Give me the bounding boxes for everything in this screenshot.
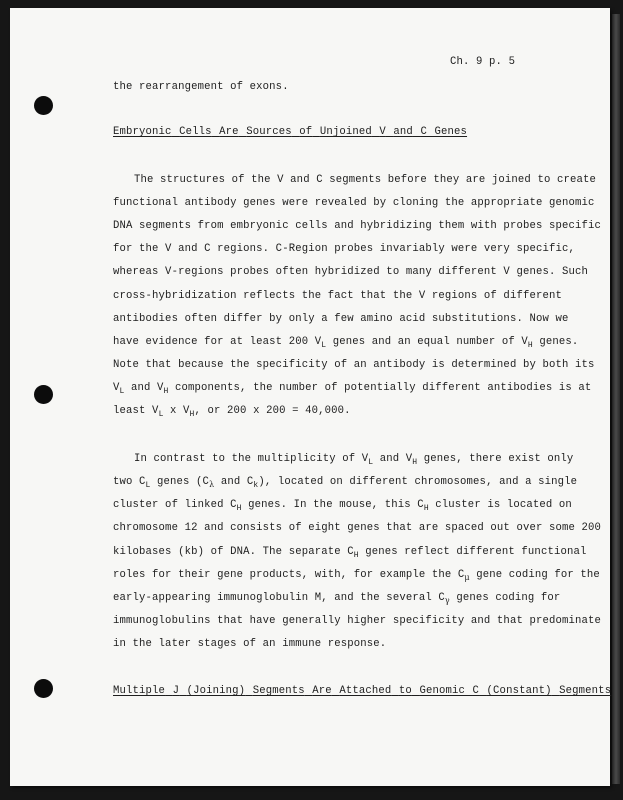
page-edge-strip [612, 14, 620, 784]
text-line: chromosome 12 and consists of eight genes that are spaced out over some 200 [113, 522, 602, 534]
text-line: DNA segments from embryonic cells and hybridizing them with probes specific [113, 220, 602, 232]
text-line: cluster of linked $C_H$ genes. In the mouse, this $C_H$ cluster is located on [113, 499, 572, 513]
text-line: cross-hybridization reflects the fact that the V regions of different [113, 290, 563, 302]
text-line: kilobases (kb) of DNA. The separate $C_H$ genes reflect different functional [113, 546, 587, 560]
text-line: whereas V-regions probes often hybridized to many different V genes. Such [113, 266, 589, 278]
text-line: the rearrangement of exons. [113, 81, 289, 93]
text-line: least $V_L$ x $V_H$, or 200 x 200 = 40,000. [113, 405, 351, 419]
text-line: early-appearing immunoglobulin M, and the several $C_\gamma$ genes coding for [113, 592, 561, 605]
punch-hole [34, 96, 53, 115]
section-heading: Embryonic Cells Are Sources of Unjoined V and C Genes [113, 126, 468, 138]
text-line: antibodies often differ by only a few amino acid substitutions. Now we [113, 313, 569, 325]
text-line: in the later stages of an immune response. [113, 638, 387, 650]
text-line: roles for their gene products, with, for example the $C_\mu$ gene coding for the [113, 569, 600, 582]
text-line: for the V and C regions. C-Region probes invariably were very specific, [113, 243, 576, 255]
text-line: have evidence for at least 200 $V_L$ genes and an equal number of $V_H$ genes. [113, 336, 579, 350]
page-reference: Ch. 9 p. 5 [450, 56, 516, 68]
text-line: two $C_L$ genes ($C_\lambda$ and $C_k$), located on different chromosomes, and a single [113, 476, 578, 490]
punch-hole [34, 385, 53, 404]
text-line: Note that because the specificity of an antibody is determined by both its [113, 359, 595, 371]
text-line: In contrast to the multiplicity of $V_L$ and $V_H$ genes, there exist only [134, 453, 574, 467]
section-heading: Multiple J (Joining) Segments Are Attached to Genomic C (Constant) Segments [113, 685, 612, 697]
punch-hole [34, 679, 53, 698]
text-line: $V_L$ and $V_H$ components, the number of potentially different antibodies is at [113, 382, 592, 396]
text-line: immunoglobulins that have generally higher specificity and that predominate [113, 615, 602, 627]
text-line: The structures of the V and C segments before they are joined to create [134, 174, 597, 186]
text-line: functional antibody genes were revealed by cloning the appropriate genomic [113, 197, 595, 209]
document-page [10, 8, 610, 786]
